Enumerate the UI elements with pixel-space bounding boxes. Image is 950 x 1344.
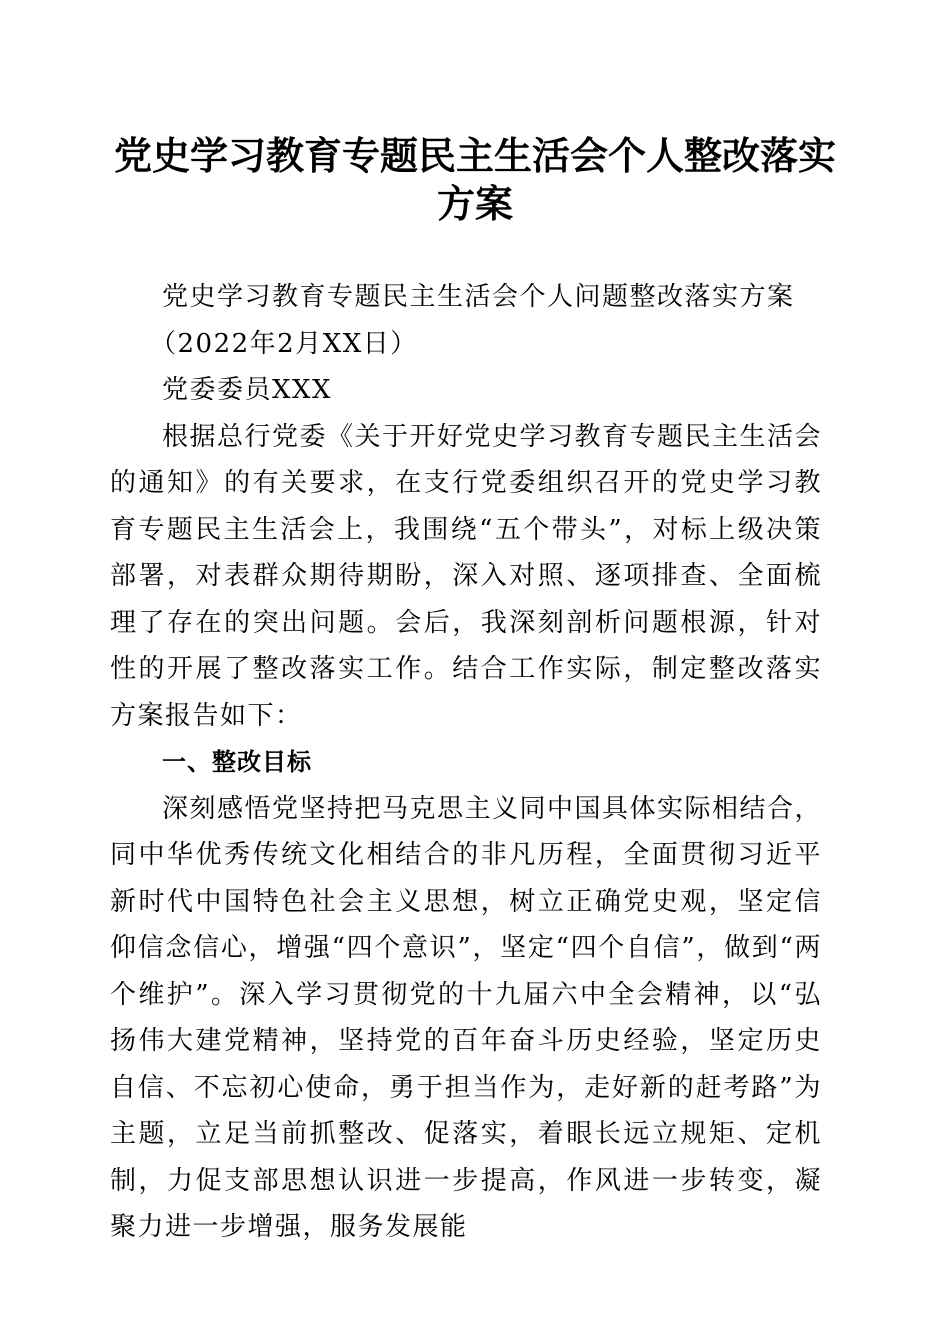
document-author: 党委委员XXX <box>162 375 333 405</box>
intro-paragraph: 根据总行党委《关于开好党史学习教育专题民主生活会的通知》的有关要求，在支行党委组织召开的党史学习教育专题民主生活会上，我围绕“五个带头”，对标上级决策部署，对表群众期待期盼，深入对照、逐项排查、全面梳理了存在的突出问题。会后，我深刻剖析问题根源，针对性的开展了整改落实工作。结合工作实际，制定整改落实方案报告如下： <box>110 421 823 731</box>
section-paragraph: 深刻感悟党坚持把马克思主义同中国具体实际相结合，同中华优秀传统文化相结合的非凡历程，全面贯彻习近平新时代中国特色社会主义思想，树立正确党史观，坚定信仰信念信心，增强“四个意识”，坚定“四个自信”，做到“两个维护”。深入学习贯彻党的十九届六中全会精神，以“弘扬伟大建党精神，坚持党的百年奋斗历史经验，坚定历史自信、不忘初心使命，勇于担当作为，走好新的赶考路”为主题，立足当前抓整改、促落实，着眼长远立规矩、定机制，力促支部思想认识进一步提高，作风进一步转变，凝聚力进一步增强，服务发展能 <box>110 793 823 1242</box>
document-title: 党史学习教育专题民主生活会个人整改落实方案 <box>113 133 836 226</box>
document-date: （2022年2月XX日） <box>150 328 418 359</box>
section-heading: 一、整改目标 <box>162 748 312 776</box>
document-subtitle: 党史学习教育专题民主生活会个人问题整改落实方案 <box>162 282 795 312</box>
document-body <box>110 274 822 1251</box>
